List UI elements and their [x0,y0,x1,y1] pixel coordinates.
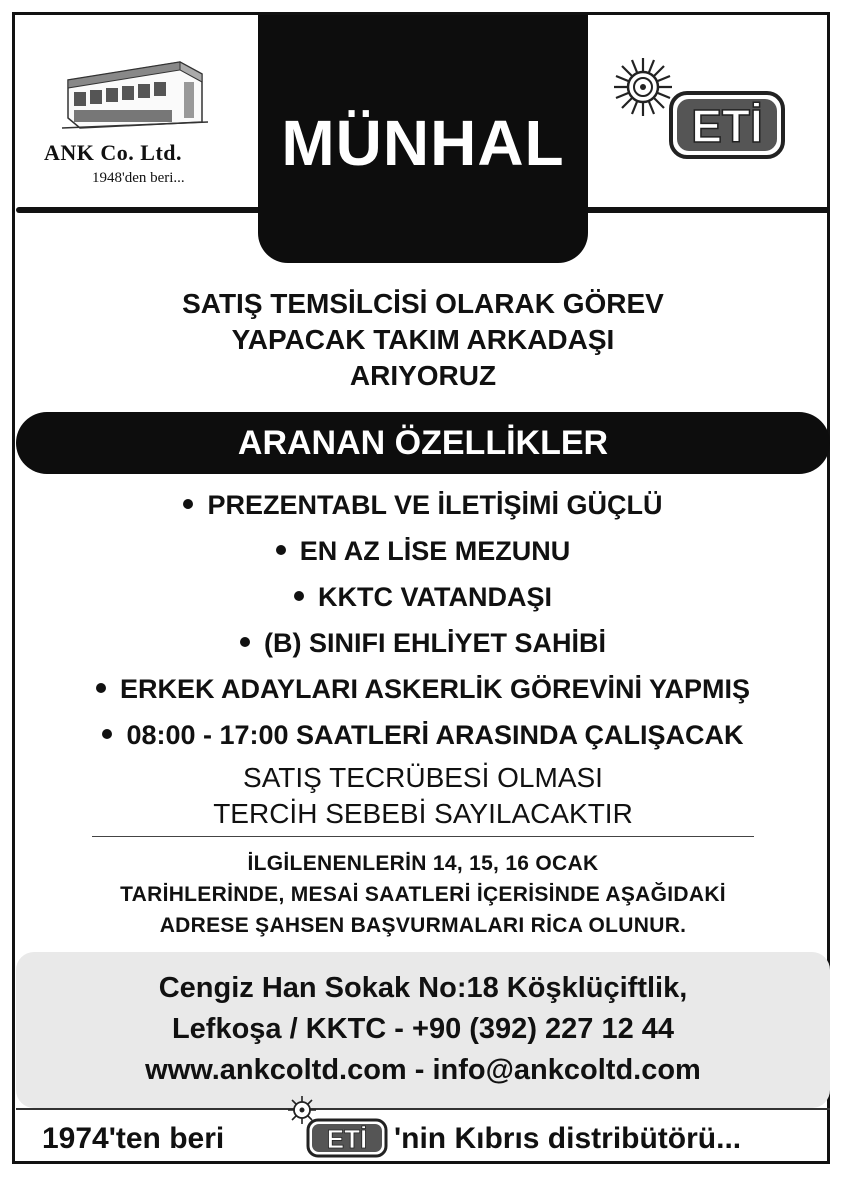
page-title: MÜNHAL [281,107,565,179]
requirements-list [0,482,846,758]
list-item [0,620,846,666]
requirement-text: PREZENTABL VE İLETİŞİMİ GÜÇLÜ [207,490,663,520]
requirements-title: ARANAN ÖZELLİKLER [237,423,609,462]
requirement-text: 08:00 - 17:00 SAATLERİ ARASINDA ÇALIŞACAK [126,720,744,750]
eti-sun-icon [612,56,674,118]
headline-line: YAPACAK TAKIM ARKADAŞI [231,324,615,355]
list-item [0,574,846,620]
headline-line: ARIYORUZ [349,360,497,391]
bullet-icon [240,637,250,647]
section-divider [92,836,754,837]
preference-line: TERCİH SEBEBİ SAYILACAKTIR [213,798,633,829]
title-block [258,15,588,263]
bullet-icon [102,729,112,739]
list-item [0,528,846,574]
notice-line: TARİHLERİNDE, MESAİ SAATLERİ İÇERİSİNDE AŞAĞIDAKİ [120,883,726,906]
footer-divider [16,1108,830,1110]
list-item [0,666,846,712]
building-illustration-icon [60,52,210,130]
requirement-text: ERKEK ADAYLARI ASKERLİK GÖREVİNİ YAPMIŞ [119,674,751,704]
eti-footer-logo-icon [278,1094,390,1158]
list-item [0,712,846,758]
requirement-text: (B) SINIFI EHLİYET SAHİBİ [263,628,606,658]
application-notice [0,848,846,941]
bullet-icon [276,545,286,555]
list-item [0,482,846,528]
company-name: ANK Co. Ltd. [44,140,183,165]
footer-since: 1974'ten beri [42,1122,225,1155]
requirements-banner [16,412,830,474]
company-since: 1948'den beri... [92,170,185,186]
contact-address: Cengiz Han Sokak No:18 Köşklüçiftlik, [158,972,688,1004]
requirement-text: KKTC VATANDAŞI [318,582,552,612]
notice-line: ADRESE ŞAHSEN BAŞVURMALARI RİCA OLUNUR. [159,914,687,937]
eti-footer-logo-text: ETİ [326,1124,368,1154]
contact-info [0,968,846,1091]
headline [0,286,846,394]
requirement-text: EN AZ LİSE MEZUNU [299,536,571,566]
footer-distributor: 'nin Kıbrıs distribütörü... [394,1122,742,1155]
bullet-icon [294,591,304,601]
preference-line: SATIŞ TECRÜBESİ OLMASI [243,762,603,793]
notice-line: İLGİLENENLERİN 14, 15, 16 OCAK [247,852,599,875]
contact-phone: Lefkoşa / KKTC - +90 (392) 227 12 44 [171,1013,675,1045]
eti-logo-icon [668,90,786,160]
footer [0,1122,846,1162]
bullet-icon [183,499,193,509]
contact-web[interactable]: www.ankcoltd.com - info@ankcoltd.com [145,1054,701,1086]
bullet-icon [96,683,106,693]
eti-logo-text: ETİ [691,100,763,152]
preference-note [0,760,846,832]
headline-line: SATIŞ TEMSİLCİSİ OLARAK GÖREV [182,288,664,319]
